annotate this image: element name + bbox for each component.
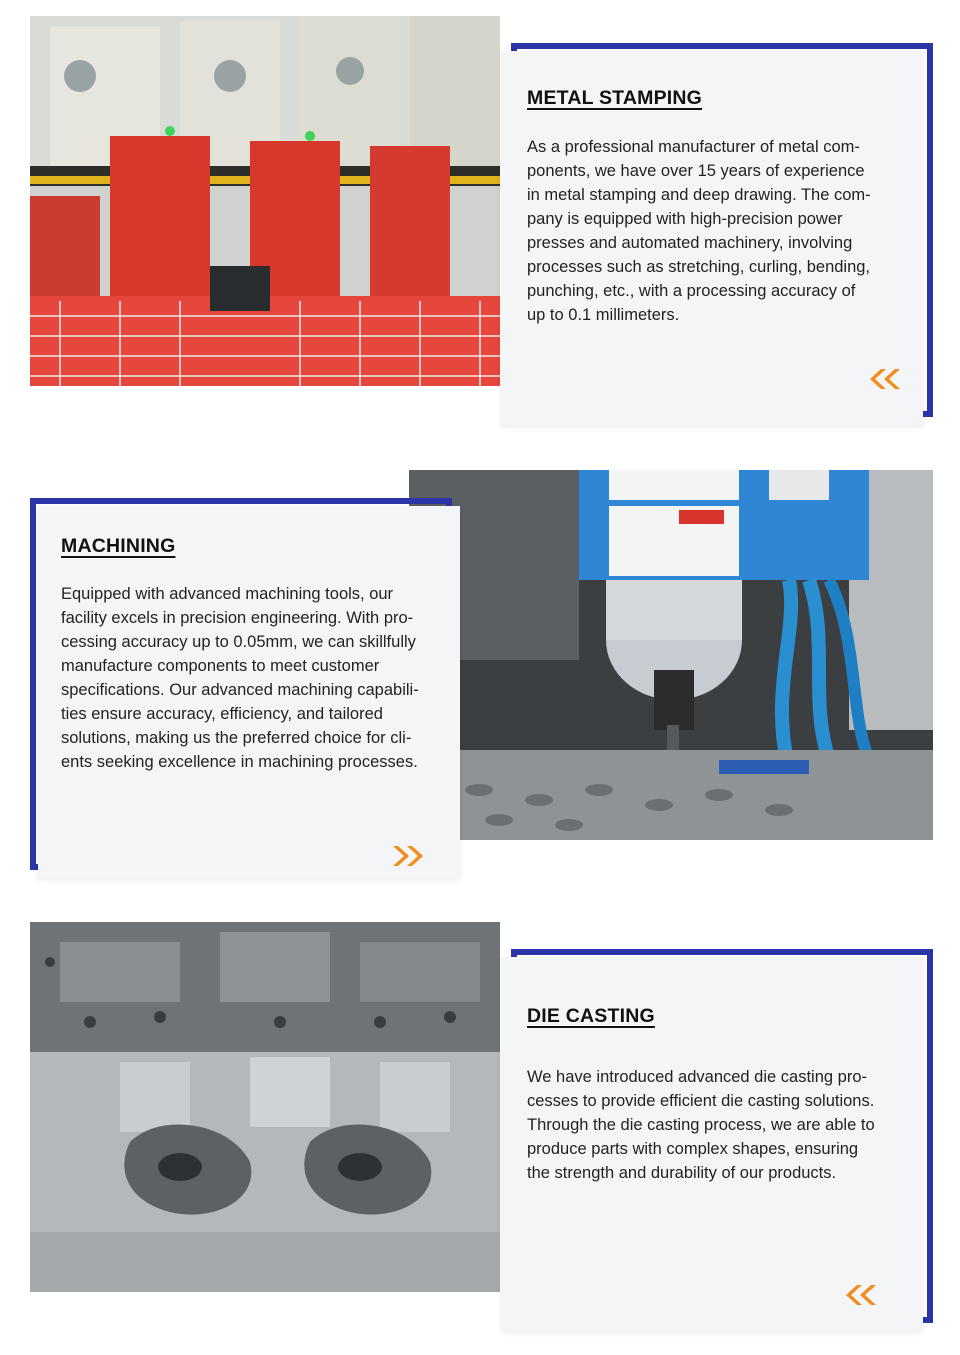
text-line: solutions, making us the preferred choice for cli-	[61, 729, 412, 747]
text-line: up to 0.1 millimeters.	[527, 306, 680, 324]
machining-photo	[409, 470, 933, 840]
text-line: As a professional manufacturer of metal com-	[527, 138, 860, 156]
die-casting-title: DIE CASTING	[527, 1005, 655, 1027]
metal-stamping-description	[527, 135, 912, 327]
text-line: produce parts with complex shapes, ensuring	[527, 1140, 859, 1158]
text-line: facility excels in precision engineering. With pro-	[61, 609, 414, 627]
text-line: specifications. Our advanced machining capabili-	[61, 681, 419, 699]
metal-stamping-card	[501, 51, 923, 425]
text-line: ents seeking excellence in machining processes.	[61, 753, 418, 771]
double-chevron-left-icon[interactable]	[867, 367, 901, 391]
machining-description	[61, 582, 456, 774]
machining-title: MACHINING	[61, 535, 176, 557]
text-line: processes such as stretching, curling, bending,	[527, 258, 871, 276]
text-line: pany is equipped with high-precision power	[527, 210, 843, 228]
text-line: We have introduced advanced die casting pro-	[527, 1068, 867, 1086]
text-line: Through the die casting process, we are able to	[527, 1116, 875, 1134]
die-casting-photo	[30, 922, 500, 1292]
text-line: cessing accuracy up to 0.05mm, we can skillfully	[61, 633, 416, 651]
text-line: ponents, we have over 15 years of experience	[527, 162, 865, 180]
text-line: in metal stamping and deep drawing. The com-	[527, 186, 871, 204]
metal-stamping-photo	[30, 16, 500, 386]
double-chevron-left-icon[interactable]	[843, 1283, 877, 1307]
text-line: cesses to provide efficient die casting solutions.	[527, 1092, 875, 1110]
double-chevron-right-icon[interactable]	[392, 844, 426, 868]
metal-stamping-title: METAL STAMPING	[527, 87, 703, 109]
machining-card	[38, 506, 460, 878]
text-line: Equipped with advanced machining tools, our	[61, 585, 394, 603]
text-line: the strength and durability of our products.	[527, 1164, 837, 1182]
text-line: ties ensure accuracy, efficiency, and tailored	[61, 705, 383, 723]
die-casting-card	[501, 957, 923, 1331]
text-line: manufacture components to meet customer	[61, 657, 380, 675]
text-line: presses and automated machinery, involving	[527, 234, 853, 252]
die-casting-description	[527, 1065, 912, 1185]
text-line: punching, etc., with a processing accuracy of	[527, 282, 856, 300]
